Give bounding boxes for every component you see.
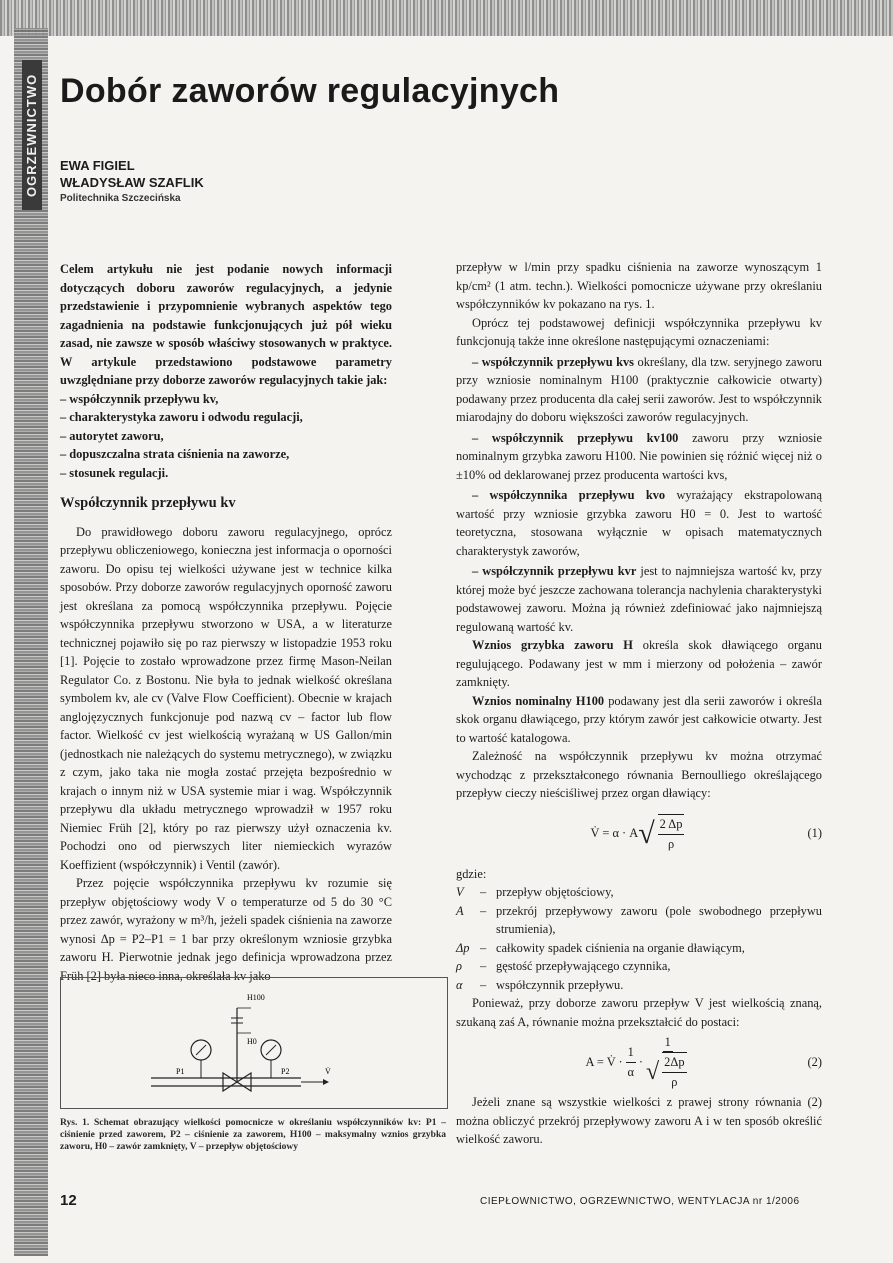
figure-label-p2: P2 <box>281 1067 290 1076</box>
symbol: α <box>456 977 463 992</box>
right-column <box>456 258 822 1149</box>
symbol-item <box>456 939 822 958</box>
figure-label-h0: H0 <box>247 1037 257 1046</box>
left-column <box>60 260 392 985</box>
definition-text: wyrażający ekstrapolowaną wartość przy wzniosie grzybka zaworu H0 = 0. Jest to wartość teoretyczna, stosowana wyłącznie w opisach matematycznych charakterystyk zaworów, <box>456 488 823 558</box>
figure-label-p1: P1 <box>176 1067 185 1076</box>
paragraph: gdzie: <box>456 866 487 881</box>
fraction <box>658 814 685 853</box>
fraction-denominator: ρ <box>667 836 675 851</box>
abstract-item: – dopuszczalna strata ciśnienia na zaworze, <box>60 447 290 461</box>
article-title: Dobór zaworów regulacyjnych <box>60 72 560 110</box>
definition-term: – współczynnik przepływu kv100 <box>472 430 679 445</box>
symbol-desc: przekrój przepływowy zaworu (pole swobodnego przepływu strumienia), <box>496 903 822 936</box>
valve-schematic <box>61 978 447 1108</box>
symbol-desc: gęstość przepływającego czynnika, <box>496 959 671 973</box>
valve-body-icon <box>237 1073 251 1091</box>
equation-number: (2) <box>807 1054 822 1069</box>
symbol-dash: – <box>480 885 487 899</box>
fraction-denominator: ρ <box>671 1074 678 1089</box>
page-number: 12 <box>60 1192 77 1209</box>
symbol-item <box>456 902 822 939</box>
section-heading: Współczynnik przepływu kv <box>60 495 236 511</box>
author-name: WŁADYSŁAW SZAFLIK <box>60 175 204 190</box>
paragraph: Jeżeli znane są wszystkie wielkości z prawej strony równania (2) można obliczyć przekrój przepływowy zaworu A i w ten sposób określić wielkość zaworu. <box>456 1095 822 1146</box>
radical-sign: √ <box>638 816 655 850</box>
symbol-list <box>456 883 822 994</box>
symbol: A <box>456 903 464 918</box>
symbol: Δp <box>456 940 470 955</box>
definition-term: Wznios nominalny H100 <box>472 693 605 708</box>
abstract-text: Celem artykułu nie jest podanie nowych informacji dotyczących doboru zaworów regulacyjnych, a jedynie przedstawienie i przypomnienie wybranych aspektów tego zagadnienia na podstawie funkcjonujących już pół wieku zasad, nie zawsze w sposób właściwy stosowanych w praktyce. W artykule przedstawiono podstawowe parametry uwzględniane przy doborze zaworów regulacyjnych takie jak: <box>60 262 392 387</box>
gauge-needle <box>196 1045 206 1055</box>
definition-kvs <box>456 353 822 427</box>
author-name: EWA FIGIEL <box>60 158 135 173</box>
figure-label-h100: H100 <box>247 993 265 1002</box>
symbol-dash: – <box>480 940 487 955</box>
author-block <box>60 157 204 204</box>
definition-text: podawany jest dla serii zaworów i określa skok organu dławiącego, przy którym zawór jest całkowicie otwarty. Jest to wartość katalogowa. <box>456 693 822 745</box>
author-affiliation: Politechnika Szczecińska <box>60 193 181 204</box>
paragraph: Zależność na współczynnik przepływu kv można otrzymać wychodząc z przekształconego równania Bernoulliego określającego przepływ cieczy nieściśliwej przez organ dławiący: <box>456 749 822 800</box>
gauge-needle <box>266 1045 276 1055</box>
symbol-desc: przepływ objętościowy, <box>496 885 614 899</box>
fraction-numerator: 1 <box>626 1043 636 1063</box>
paragraph: Przez pojęcie współczynnika przepływu kv rozumie się przepływ objętościowy wody V o temperaturze od 5 do 30 °C przez zawór, wyrażony w m³/h, jeżeli spadek ciśnienia na zaworze wynosi Δp = P2–P1 = 1 bar przy określonym wzniosie grzybka zaworu H. Pierwotnie jednak jego definicja wprowadzona przez Früh [2] była nieco inna, określała kv jako <box>60 876 392 983</box>
symbol-dash: – <box>480 977 487 992</box>
fraction <box>626 1043 636 1081</box>
abstract <box>60 260 392 482</box>
symbol: ρ <box>456 959 462 973</box>
definition-text: określany, dla tzw. seryjnego zaworu przy wzniosie nominalnym H100 (praktycznie całkowicie otwarty) podawany przez producenta dla całej serii zaworów. Jest to współczynnik miarodajny do doboru większości zaworów regulacyjnych. <box>456 354 822 424</box>
scan-sidebar-strip <box>14 28 48 1256</box>
radical-sign: √ <box>645 1058 660 1085</box>
section-label: OGRZEWNICTWO <box>22 60 42 210</box>
paragraph <box>456 692 822 748</box>
fraction <box>662 1052 686 1091</box>
abstract-item: – stosunek regulacji. <box>60 465 169 480</box>
fraction-numerator: 2 Δp <box>658 815 685 835</box>
symbol-item <box>456 883 822 902</box>
symbol-desc: współczynnik przepływu. <box>496 977 624 992</box>
equation-lhs: A = V̇ · <box>585 1054 623 1069</box>
abstract-item: – charakterystyka zaworu i odwodu regulacji, <box>60 410 303 424</box>
definition-term: Wznios grzybka zaworu H <box>472 638 633 652</box>
sqrt-term <box>638 814 687 853</box>
abstract-list <box>60 390 392 483</box>
equation-1 <box>456 807 822 861</box>
equation-2 <box>456 1035 822 1089</box>
definition-text: zaworu przy wzniosie nominalnym grzybka zaworu H100. Nie powinien się różnić więcej niż o ±10% od deklarowanej przez producenta wartości kvs, <box>456 430 822 482</box>
flow-arrow-head <box>323 1079 329 1085</box>
paragraph: przepływ w l/min przy spadku ciśnienia na zaworze wynoszącym 1 kp/cm² (1 atm. techn.). Wielkości pomocnicze używane przy określaniu współczynników kv pokazano na rys. 1. <box>456 260 822 311</box>
fraction-denominator: α <box>627 1064 634 1079</box>
definition-kvr <box>456 562 822 636</box>
paragraph: Oprócz tej podstawowej definicji współczynnika przepływu kv funkcjonują także inne określone następującymi oznaczeniami: <box>456 315 822 348</box>
fraction-numerator: 1 <box>663 1033 673 1053</box>
fraction <box>646 1033 690 1092</box>
symbol-desc: całkowity spadek ciśnienia na organie dławiącym, <box>496 940 745 955</box>
valve-body-icon <box>223 1073 237 1091</box>
journal-footer: CIEPŁOWNICTWO, OGRZEWNICTWO, WENTYLACJA nr 1/2006 <box>480 1196 800 1207</box>
paragraph: Do prawidłowego doboru zaworu regulacyjnego, oprócz przepływu obliczeniowego, konieczna jest informacja o oporności zaworu. Do opisu tej wielkości używane jest w technice kilka sposobów. Przy doborze zaworów regulacyjnych oporność zaworu jest określana za pomocą współczynnika przepływu. Pojęcie współczynnika przepływu stworzono w USA, a w literaturze technicznej pojawiło się po raz pierwszy w listopadzie 1953 roku [1]. Pojęcie to zostało wprowadzone przez firmę Mason-Neilan Regulator Co. z Bostonu. Nie była to jednak wielkość określana symbolem kv, ale cv (Valve Flow Coefficient). Obecnie w krajach anglojęzycznych funkcjonuje pod nazwą cv – factor lub flow factor. Wielkość cv jest wielkością wyrażaną w US Gallon/min (jednostkach nie należących do systemu metrycznego), w związku z czym, jako taka nie mogła zostać przejęta bezpośrednio w krajach o innym niż w USA systemie miar i wag. Współczynnik przepływu dla układu metrycznego wprowadził w 1957 roku Niemiec Früh [2], który po raz pierwszy użył oznaczenia kv. Pochodzi ono od pierwszych liter niemieckich wyrazów Koeffizient (współczynnik) i Ventil (zawór). <box>60 524 392 872</box>
definition-term: – współczynnik przepływu kvr <box>472 564 637 578</box>
symbol-dash: – <box>480 959 487 973</box>
definition-text: jest to najmniejsza wartość kv, przy której może być jeszcze zachowana tolerancja nachylenia charakterystyki podstawowej zaworu. Można ją również zdefiniować jako najmniejszą regulowaną wartość kv. <box>456 564 822 634</box>
abstract-item: – współczynnik przepływu kv, <box>60 391 219 406</box>
scan-top-band <box>0 0 893 36</box>
figure-1 <box>60 977 448 1109</box>
symbol-dash: – <box>480 903 487 918</box>
equation-lhs: V̇ = α · A <box>590 826 639 841</box>
fraction-numerator: 2Δp <box>662 1053 686 1073</box>
sqrt-term <box>646 1052 690 1091</box>
figure-label-v: V̇ <box>325 1067 331 1076</box>
abstract-item: – autorytet zaworu, <box>60 428 164 443</box>
figure-caption: Rys. 1. Schemat obrazujący wielkości pomocnicze w określaniu współczynników kv: P1 – ciśnienie przed zaworem, P2 – ciśnienie za zaworem, H100 – maksymalny wznios grzybka zaworu, H0 – zawór zamknięty, V – przepływ objętościowy <box>60 1118 446 1152</box>
symbol-item <box>456 957 822 976</box>
multiply-dot: · <box>638 1054 643 1069</box>
equation-number: (1) <box>807 826 822 841</box>
definition-kvo <box>456 486 822 560</box>
symbol-item <box>456 976 822 995</box>
definition-kv100 <box>456 429 822 485</box>
definition-text: określa skok dławiącego organu regulującego. Podawany jest w mm i mierzony od położenia – zawór zamknięty. <box>456 638 822 689</box>
definition-term: – współczynnika przepływu kvo <box>472 488 666 502</box>
definition-term: – współczynnik przepływu kvs <box>472 354 635 369</box>
paragraph <box>456 636 822 692</box>
paragraph: Ponieważ, przy doborze zaworu przepływ V jest wielkością znaną, szukaną zaś A, równanie można przekształcić do postaci: <box>456 996 822 1029</box>
symbol: V <box>456 885 464 899</box>
